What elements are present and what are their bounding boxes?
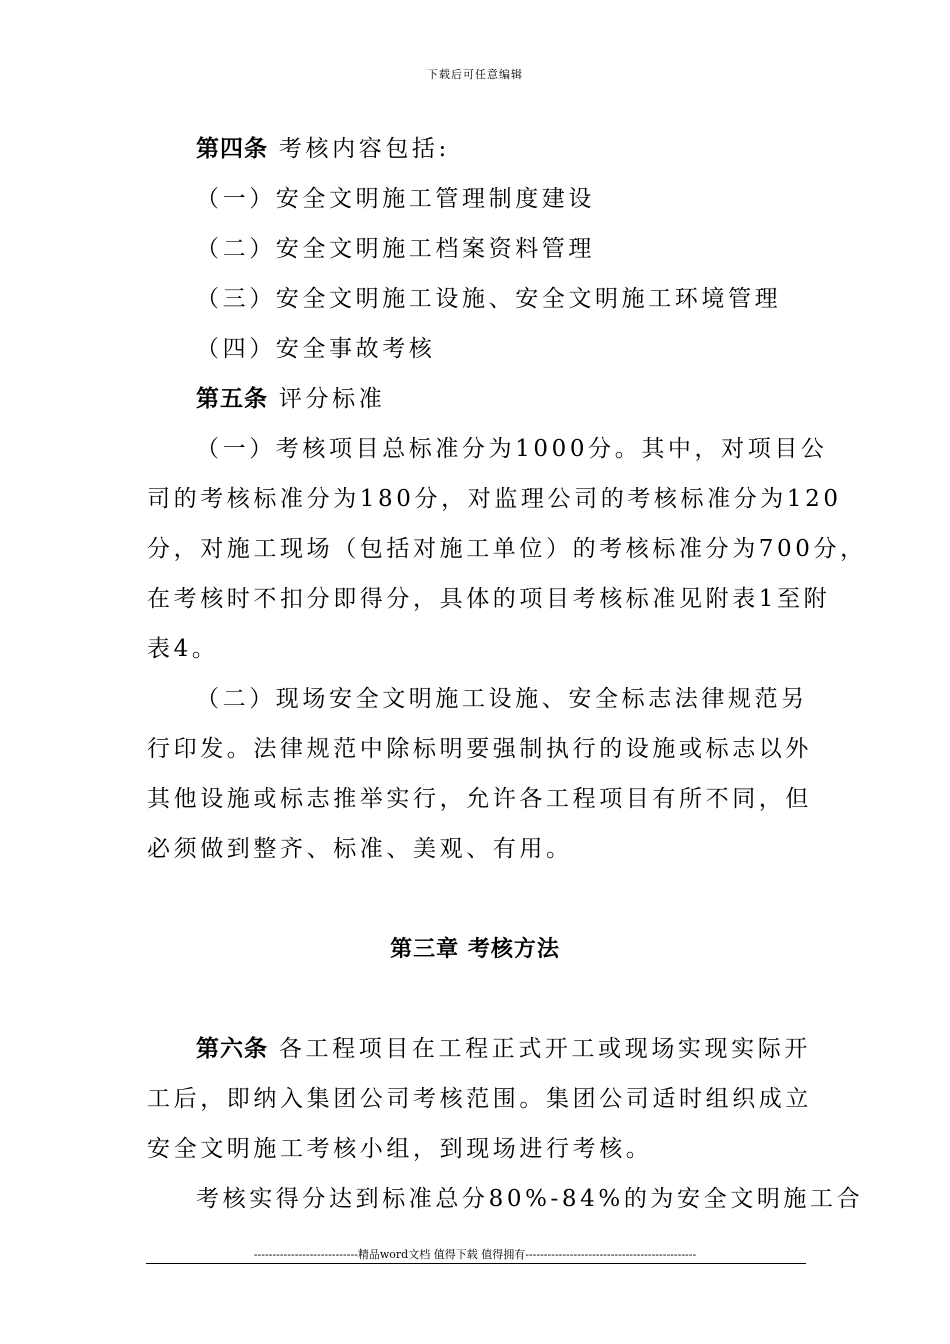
article5-para1-line-2: 司的考核标准分为180分，对监理公司的考核标准分为120 (147, 486, 842, 512)
article5-para1-line-1: （一）考核项目总标准分为1000分。其中，对项目公 (196, 436, 828, 462)
article4-item-1: （一）安全文明施工管理制度建设 (196, 186, 595, 212)
article5-para2-line-1: （二）现场安全文明施工设施、安全标志法律规范另 (196, 686, 808, 712)
article5-para1-line-3: 分，对施工现场（包括对施工单位）的考核标准分为700分， (147, 536, 867, 562)
article4-item-3: （三）安全文明施工设施、安全文明施工环境管理 (196, 286, 782, 312)
article5-para1-line-4: 在考核时不扣分即得分，具体的项目考核标准见附表1至附 (147, 586, 831, 612)
article6-line-3: 安全文明施工考核小组，到现场进行考核。 (147, 1136, 653, 1162)
article6-first-line: 各工程项目在工程正式开工或现场实现实际开 (278, 1036, 811, 1062)
page-footer: ----------------------------精品word文档 值得下载 值得拥有---------------------------------------------- (253, 1248, 697, 1261)
article5-title: 评分标准 (278, 386, 386, 412)
article4-heading (196, 134, 861, 164)
article4-label: 第四条 (196, 136, 268, 162)
article4-item-2: （二）安全文明施工档案资料管理 (196, 236, 595, 262)
article5-para2-line-3: 其他设施或标志推举实行，允许各工程项目有所不同，但 (147, 786, 812, 812)
article5-para1-line-5: 表4。 (147, 636, 219, 662)
article5-heading (196, 384, 861, 414)
article6-label: 第六条 (196, 1036, 268, 1062)
chapter-title: 第三章 考核方法 (390, 937, 560, 962)
article5-para2-line-2: 行印发。法律规范中除标明要强制执行的设施或标志以外 (147, 736, 812, 762)
page-header: 下载后可任意编辑 (427, 68, 523, 81)
article6-line-1 (196, 1034, 861, 1064)
article6-para2-line-1: 考核实得分达到标准总分80%-84%的为安全文明施工合 (196, 1186, 864, 1212)
article5-para2-line-4: 必须做到整齐、标准、美观、有用。 (147, 836, 573, 862)
article4-title: 考核内容包括: (278, 136, 450, 162)
article4-item-4: （四）安全事故考核 (196, 336, 436, 362)
article5-label: 第五条 (196, 386, 268, 412)
article6-line-2: 工后，即纳入集团公司考核范围。集团公司适时组织成立 (147, 1086, 812, 1112)
footer-divider (146, 1263, 806, 1264)
